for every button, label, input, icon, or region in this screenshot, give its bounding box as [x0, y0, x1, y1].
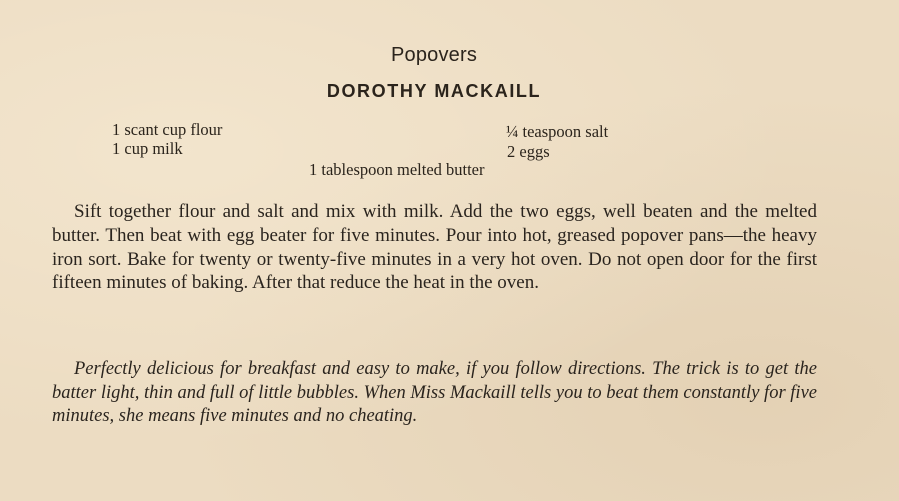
recipe-note: Perfectly delicious for breakfast and easy to make, if you follow directions. The trick is to get the batter light, thin and full of little bubbles. When Miss Mackaill tells you to beat them constantly for five minutes, she means five minutes and no cheating.: [52, 359, 817, 426]
recipe-title: Popovers: [390, 44, 478, 66]
recipe-instructions: Sift together flour and salt and mix with milk. Add the two eggs, well beaten and the melted butter. Then beat with egg beater for five minutes. Pour into hot, greased popover pans—the heavy iron sort. Bake for twenty or twenty-five minutes in a very hot oven. Do not open door for the first fifteen minutes of baking. After that reduce the heat in the oven.: [52, 201, 817, 294]
ingredient-item: 1 tablespoon melted butter: [309, 160, 485, 179]
ingredient-item: 2 eggs: [507, 142, 550, 161]
ingredient-item: ¼ teaspoon salt: [506, 122, 609, 141]
recipe-author: DOROTHY MACKAILL: [326, 81, 542, 101]
ingredient-item: 1 scant cup flour: [112, 120, 223, 139]
ingredient-item: 1 cup milk: [112, 139, 183, 158]
